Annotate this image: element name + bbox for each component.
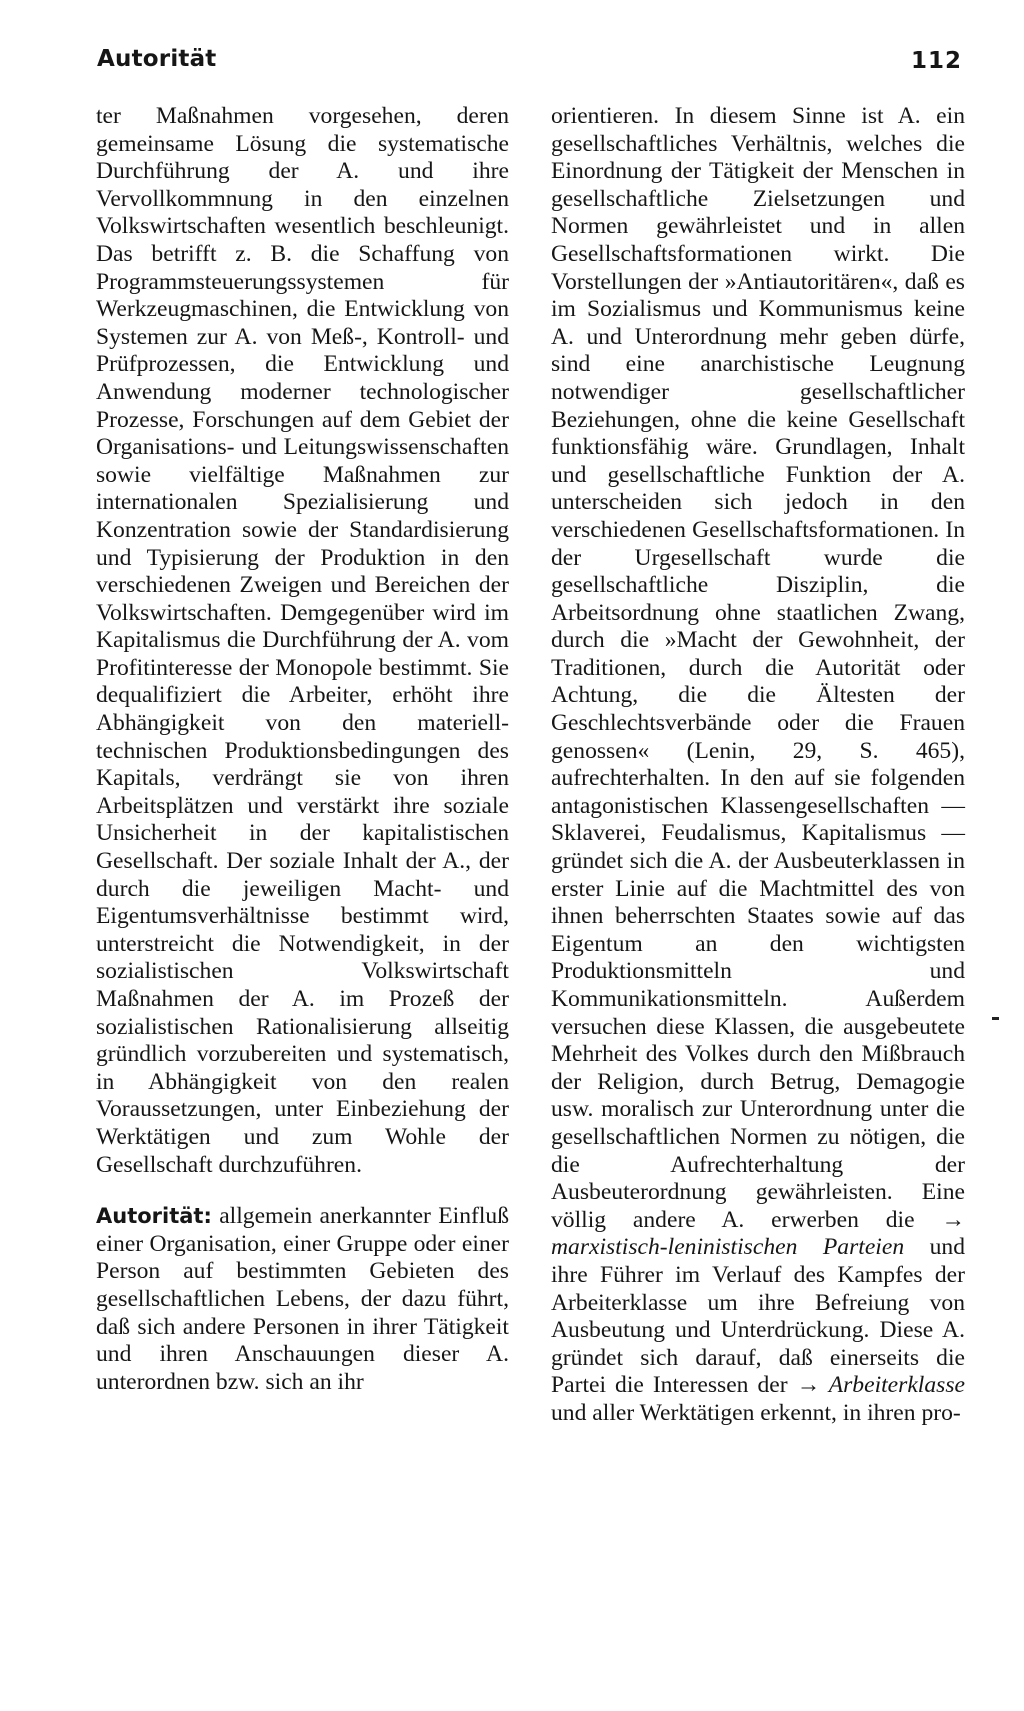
right-column: [551, 103, 965, 1428]
cross-reference-arrow-icon: →: [941, 1206, 965, 1233]
continued-paragraph: ter Maßnahmen vorgesehen, deren gemeinsame Lösung die systematische Durchführung der A. und ihre Vervollkommnung in den einzelnen Volkswirtschaften wesentlich beschleunigt. Das betrifft z. B. die Schaffung von Programmsteuerungssystemen für Werkzeugmaschinen, die Entwicklung von Systemen zur A. von Meß-, Kontroll- und Prüfprozessen, die Entwicklung und Anwendung moderner technologischer Prozesse, Forschungen auf dem Gebiet der Organisations- und Leitungswissenschaften sowie vielfältige Maßnahmen zur internationalen Spezialisierung und Konzentration sowie der Standardisierung und Typisierung der Produktion in den verschiedenen Zweigen und Bereichen der Volkswirtschaften. Demgegenüber wird im Kapitalismus die Durchführung der A. vom Profitinteresse der Monopole bestimmt. Sie dequalifiziert die Arbeiter, erhöht ihre Abhängigkeit von den materiell-technischen Produktionsbedingungen des Kapitals, verdrängt sie von ihren Arbeitsplätzen und verstärkt ihre soziale Unsicherheit in der kapitalistischen Gesellschaft. Der soziale Inhalt der A., der durch die jeweiligen Macht- und Eigentumsverhältnisse bestimmt wird, unterstreicht die Notwendigkeit, in der sozialistischen Volkswirtschaft Maßnahmen der A. im Prozeß der sozialistischen Rationalisierung allseitig gründlich vorzubereiten und systematisch, in Abhängigkeit von den realen Voraussetzungen, unter Einbeziehung der Werktätigen und zum Wohle der Gesellschaft durchzuführen.: [96, 103, 509, 1178]
cross-reference-arrow-icon: →: [796, 1372, 821, 1399]
entry-definition: allgemein anerkannter Einfluß einer Organisation, einer Gruppe oder einer Person auf bestimmten Gebieten des gesellschaftlichen Lebens, der dazu führt, daß sich andere Personen in ihrer Tätigkeit und ihren Anschauungen dieser A. unterordnen bzw. sich an ihr: [96, 1203, 509, 1395]
margin-mark: [992, 1017, 999, 1020]
entry-autoritaet: [96, 1203, 509, 1396]
entry-text-part-2: und ihre Führer im Verlauf des Kampfes der Arbeiterklasse um ihre Befreiung von Ausbeutung und Unterdrückung. Diese A. gründet sich darauf, daß einerseits die Partei die Interessen der: [551, 1234, 965, 1399]
left-column: [96, 103, 509, 1396]
entry-lemma: Autorität:: [96, 1204, 212, 1229]
cross-reference-arbeiterklasse[interactable]: Arbeiterklasse: [820, 1372, 965, 1399]
entry-text-part-1: orientieren. In diesem Sinne ist A. ein gesellschaftliches Verhältnis, welches die Einordnung der Tätigkeit der Menschen in gesellschaftliche Zielsetzungen und Normen gewährleistet und in allen Gesellschaftsformationen wirkt. Die Vorstellungen der »Antiautoritären«, daß es im Sozialismus und Kommunismus keine A. und Unterordnung mehr geben dürfe, sind eine anarchistische Leugnung notwendiger gesellschaftlicher Beziehungen, ohne die keine Gesellschaft funktionsfähig wäre. Grundlagen, Inhalt und gesellschaftliche Funktion der A. unterscheiden sich jedoch in den verschiedenen Gesellschaftsformationen. In der Urgesellschaft wurde die gesellschaftliche Disziplin, die Arbeitsordnung ohne staatlichen Zwang, durch die »Macht der Gewohnheit, der Traditionen, durch die Autorität oder Achtung, die die Ältesten der Geschlechtsverbände oder die Frauen genossen« (Lenin, 29, S. 465), aufrechterhalten. In den auf sie folgenden antagonistischen Klassengesellschaften — Sklaverei, Feudalismus, Kapitalismus — gründet sich die A. der Ausbeuterklassen in erster Linie auf die Machtmittel des von ihnen beherrschten Staates sowie auf das Eigentum an den wichtigsten Produktionsmitteln und Kommunikationsmitteln. Außerdem versuchen diese Klassen, die ausgebeutete Mehrheit des Volkes durch den Mißbrauch der Religion, durch Betrug, Demagogie usw. moralisch zur Unterordnung unter die gesellschaftlichen Normen zu nötigen, die die Aufrechterhaltung der Ausbeuterordnung gewährleisten. Eine völlig andere A. erwerben die: [551, 103, 965, 1233]
continued-entry-text: [551, 103, 965, 1428]
running-head: Autorität: [97, 46, 217, 72]
cross-reference-parteien[interactable]: marxistisch-leninistischen Parteien: [551, 1234, 905, 1261]
page-number: 112: [910, 48, 962, 74]
entry-text-part-3: und aller Werktätigen erkennt, in ihren pro-: [551, 1399, 961, 1426]
